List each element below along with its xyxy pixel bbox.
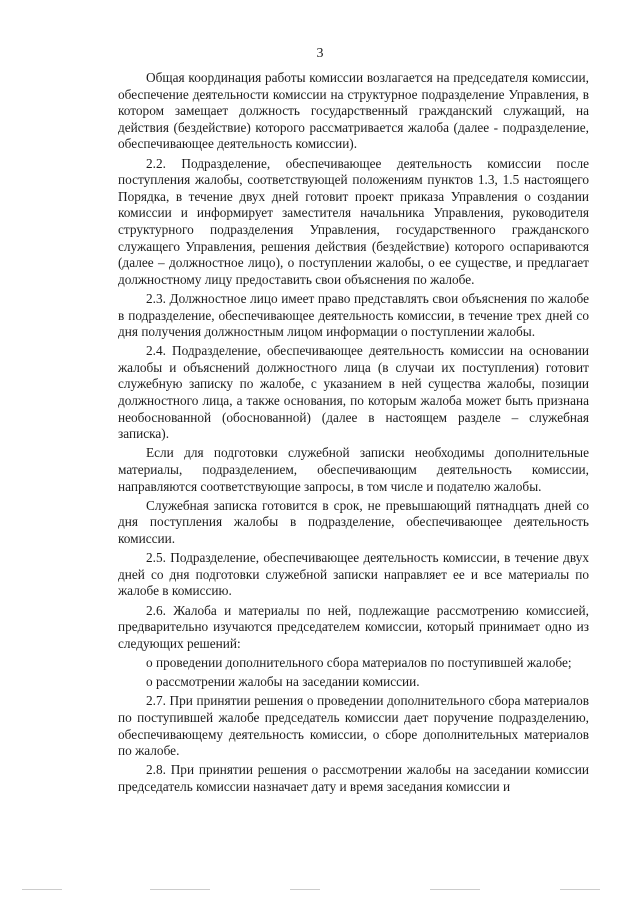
paragraph-option-additional-collection: о проведении дополнительного сбора материалов по поступившей жалобе; (146, 654, 572, 670)
scan-artifact (0, 885, 640, 893)
paragraph-2-4: 2.4. Подразделение, обеспечивающее деятельность комиссии на основании жалобы и объяснений должностного лица (в случаи их поступления) готовит служебную записку по жалобе, с указанием в ней существа жалобы, позиции должностного лица, а также основания, по которым жалоба может быть признана необоснованной (обоснованной) (далее в настоящем разделе – служебная записка). (118, 343, 589, 442)
paragraph-option-commission-review: о рассмотрении жалобы на заседании комиссии. (146, 674, 420, 690)
page-number: 3 (316, 46, 324, 61)
paragraph-2-3: 2.3. Должностное лицо имеет право представлять свои объяснения по жалобе в подразделение, обеспечивающее деятельность комиссии, в течение трех дней со дня получения должностным лицом информации о поступлении жалобы. (118, 290, 589, 340)
paragraph-2-6: 2.6. Жалоба и материалы по ней, подлежащие рассмотрению комиссией, предварительно изучаются председателем комиссии, который принимает одно из следующих решений: (118, 602, 589, 651)
paragraph-2-2: 2.2. Подразделение, обеспечивающее деятельность комиссии после поступления жалобы, соответствующей положениям пунктов 1.3, 1.5 настоящего Порядка, в течение двух дней готовит проект приказа Управления о создании комиссии и информирует заместителя начальника Управления, руководителя структурного подразделения Управления, государственного гражданского служащего Управления, решения действия (бездействие) которого оспариваются (далее – должностное лицо), о поступлении жалобы, о ее существе, и предлагает должностному лицу предоставить свои объяснения по жалобе. (118, 155, 589, 287)
paragraph-general-coordination: Общая координация работы комиссии возлагается на председателя комиссии, обеспечение деятельности комиссии на структурное подразделение Управления, в котором замещает должность государственный гражданский служащий, на действия (бездействие) которого рассматривается жалоба (далее - подразделение, обеспечивающее деятельность комиссии). (118, 70, 589, 152)
paragraph-memo-deadline: Служебная записка готовится в срок, не превышающий пятнадцать дней со дня поступления жалобы в подразделение, обеспечивающее деятельность комиссии. (118, 497, 589, 546)
paragraph-2-7: 2.7. При принятии решения о проведении дополнительного сбора материалов по поступившей жалобе председатель комиссии дает поручение подразделению, обеспечивающему деятельность комиссии, о сборе дополнительных материалов по жалобе. (118, 693, 589, 759)
document-body (118, 70, 589, 798)
paragraph-2-5: 2.5. Подразделение, обеспечивающее деятельность комиссии, в течение двух дней со дня подготовки служебной записки направляет ее и все материалы по жалобе в комиссию. (118, 550, 589, 599)
paragraph-2-8: 2.8. При принятии решения о рассмотрении жалобы на заседании комиссии председатель комиссии назначает дату и время заседания комиссии и (118, 762, 589, 794)
paragraph-additional-materials: Если для подготовки служебной записки необходимы дополнительные материалы, подразделением, обеспечивающим деятельность комиссии, направляются соответствующие запросы, в том числе и подателю жалобы. (118, 445, 589, 494)
